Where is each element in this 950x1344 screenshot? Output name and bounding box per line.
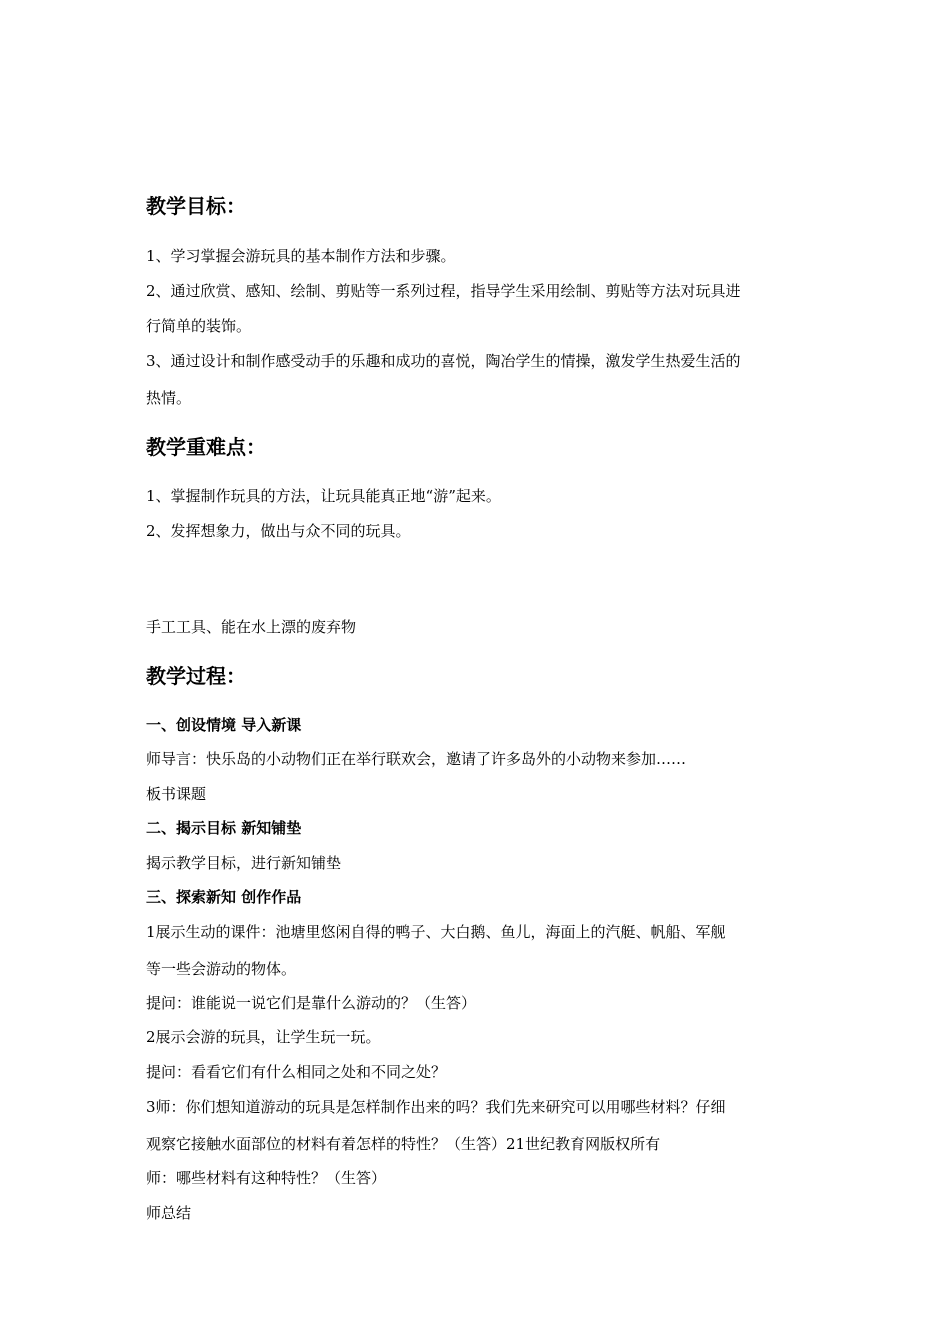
process-heading: 教学过程：	[146, 664, 246, 688]
key-points-line-1: 1、掌握制作玩具的方法，让玩具能真正地“游”起来。	[146, 487, 501, 505]
process-step3-line-9: 师总结	[146, 1204, 192, 1222]
process-step3-line-6: 3师：你们想知道游动的玩具是怎样制作出来的吗？我们先来研究可以用哪些材料？仔细	[146, 1098, 726, 1116]
process-step3-line-3: 提问：谁能说一说它们是靠什么游动的？（生答）	[146, 994, 477, 1012]
objectives-line-3: 行简单的装饰。	[146, 317, 252, 335]
process-step1-line-1: 师导言：快乐岛的小动物们正在举行联欢会，邀请了许多岛外的小动物来参加……	[146, 750, 687, 768]
objectives-line-4: 3、通过设计和制作感受动手的乐趣和成功的喜悦，陶冶学生的情操，激发学生热爱生活的	[146, 352, 741, 370]
process-step2-line-1: 揭示教学目标，进行新知铺垫	[146, 854, 342, 872]
process-step3-line-5: 提问：看看它们有什么相同之处和不同之处？	[146, 1063, 447, 1081]
objectives-heading: 教学目标：	[146, 194, 246, 218]
objectives-line-2: 2、通过欣赏、感知、绘制、剪贴等一系列过程，指导学生采用绘制、剪贴等方法对玩具进	[146, 282, 741, 300]
key-points-line-2: 2、发挥想象力，做出与众不同的玩具。	[146, 522, 411, 540]
process-step3-line-8: 师：哪些材料有这种特性？（生答）	[146, 1169, 387, 1187]
process-step3-line-4: 2展示会游的玩具，让学生玩一玩。	[146, 1028, 381, 1046]
objectives-line-5: 热情。	[146, 389, 192, 407]
process-step3-title: 三、探索新知 创作作品	[146, 888, 302, 906]
process-step2-title: 二、揭示目标 新知铺垫	[146, 819, 302, 837]
process-step3-line-1: 1展示生动的课件：池塘里悠闲自得的鸭子、大白鹅、鱼儿，海面上的汽艇、帆船、军舰	[146, 923, 726, 941]
process-step1-line-2: 板书课题	[146, 785, 207, 803]
objectives-line-1: 1、学习掌握会游玩具的基本制作方法和步骤。	[146, 247, 456, 265]
process-step3-line-2: 等一些会游动的物体。	[146, 960, 297, 978]
process-step3-line-7: 观察它接触水面部位的材料有着怎样的特性？（生答）21世纪教育网版权所有	[146, 1135, 661, 1153]
process-step1-title: 一、创设情境 导入新课	[146, 716, 302, 734]
key-points-heading: 教学重难点：	[146, 435, 266, 459]
materials-text: 手工工具、能在水上漂的废弃物	[146, 618, 357, 636]
